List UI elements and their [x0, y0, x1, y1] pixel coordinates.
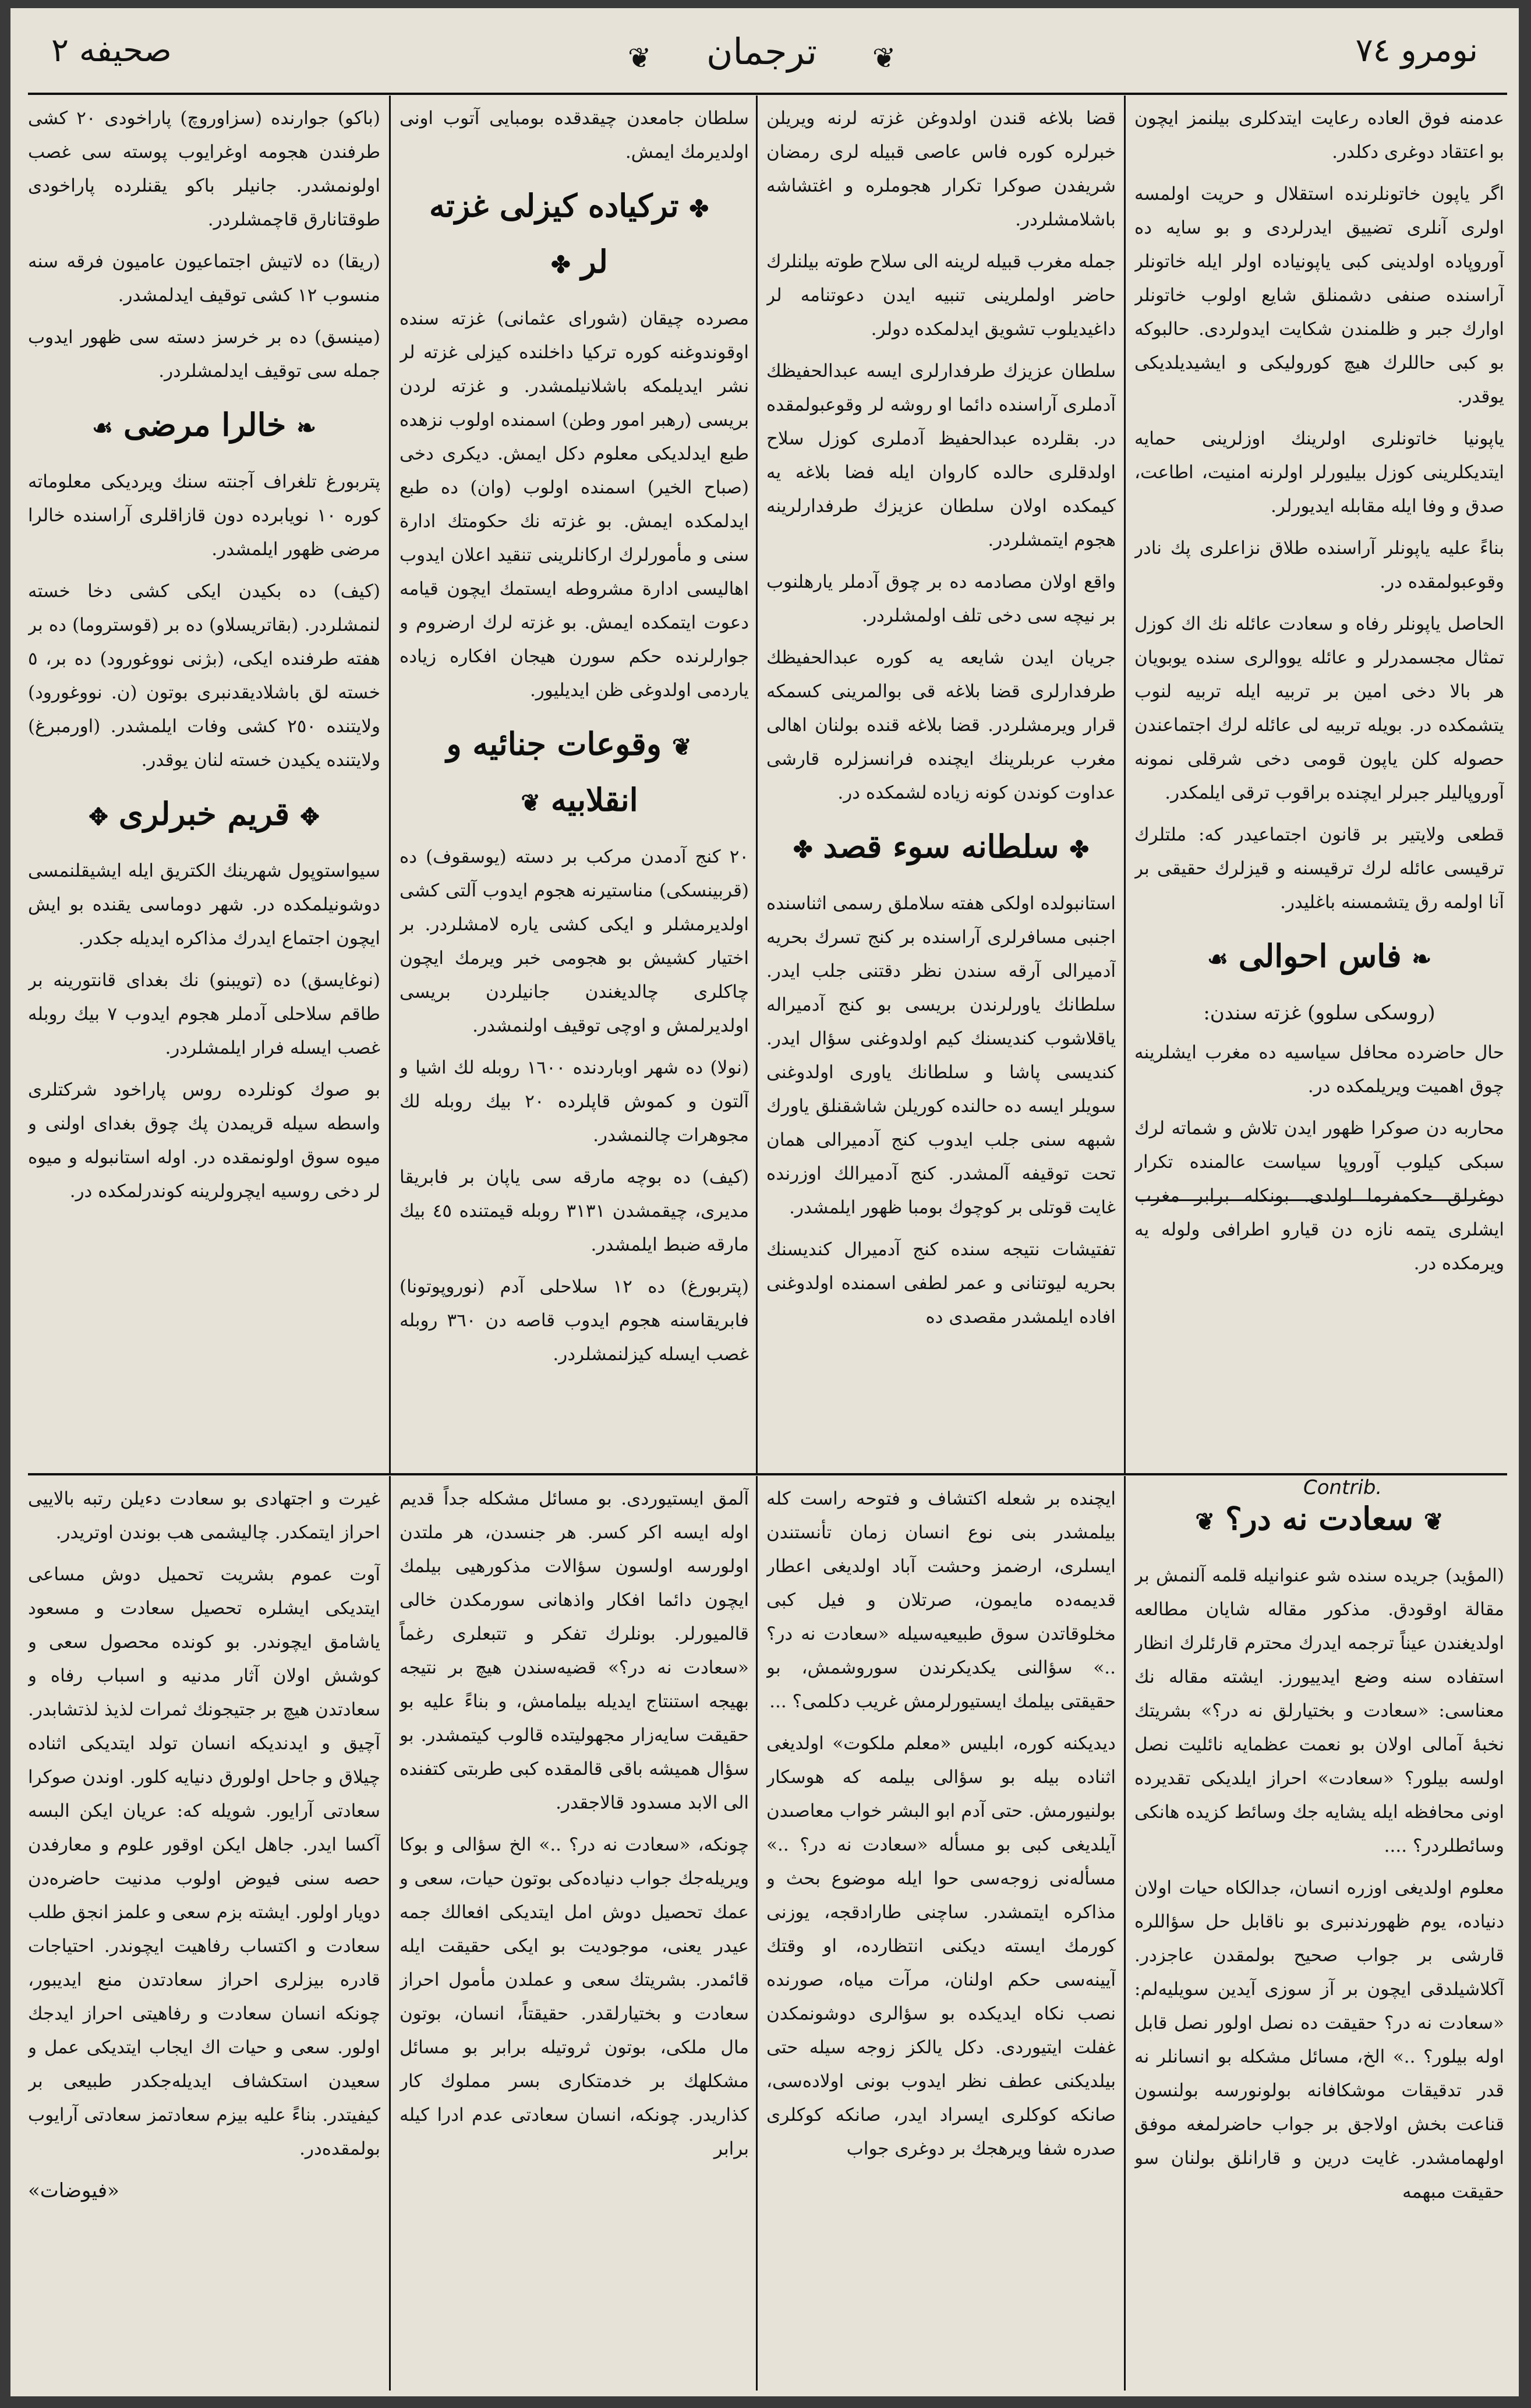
fleuron-icon: ✥	[300, 803, 320, 831]
article-title: خالرا مرضى	[123, 406, 287, 443]
masthead	[10, 8, 1519, 96]
fleuron-icon: ❧	[296, 414, 316, 442]
paragraph: الحاصل ياپونلر رفاه و سعادت عائله نك اك كوزل تمثال مجسمدرلر و عائله يووالرى سنده يوبويان هر بالا دخى امين بر تربيه ايله تربيه لنوب يتشمكده در. بويله تربيه لى عائله لرك اجتماعندن حصوله كلن ياپون قومى دخى شرقلى نمونه آوروپاليلر جبرلر ايچنده براقوب ترقى ايلمكدر.	[1134, 613, 1504, 803]
paragraph: (باكو) جوارنده (سزاوروچ) پاراخودى ٢٠ كشى طرفندن هجومه اوغرايوب پوسته سى غصب اولونمشدر. جانيلر باكو يقنلرده پاراخودى طوقتانارق قاچمشلردر.	[28, 108, 380, 230]
paragraph: ياپونيا خاتونلرى اولرينك اوزلرينى حمايه ايتديكلرينى كوزل بيليورلر اولرنه امنيت، اطاعت، صدق و وفا ايله مقابله ايديورلر.	[1134, 428, 1504, 517]
paragraph: آلمق ايستيوردى. بو مسائل مشكله جداً قديم اوله ايسه اكر كسر. هر جنسدن، هر ملتدن اولورسه اولسون سؤالات مذكورهيى بيلمك ايچون دائما افكار واذهانى سورمكدن خالى قالميورلر. بونلرك تفكر و تتبعلرى رغماً «سعادت نه در؟» قضيه‌سندن هيچ بر نتيجه بهيجه استنتاج ايديله بيلمامش، و بناءً عليه بو حقيقت سايه‌زار مجهوليتده قالوب كيتمشدر. بو سؤال هميشه باقى قالمقده كبى طربتى كتفنده الى الابد مسدود قالاجقدر.	[399, 1488, 749, 1813]
left-ornament-icon: ❦	[628, 42, 652, 75]
fleuron-icon: ❧	[1412, 945, 1432, 973]
fleuron-icon: ✤	[551, 251, 571, 278]
fleuron-icon: ✤	[689, 195, 709, 223]
fleuron-icon: ☙	[1207, 945, 1228, 973]
fleuron-icon: ❦	[521, 789, 540, 817]
fleuron-icon: ✤	[1069, 836, 1089, 863]
paragraph: سلطان عزيزك طرفدارلرى ايسه عبدالحفيظك آدملرى آراسنده دائما او روشه لر وقوعبولمقده در. بقلرده عبدالحفيظ آدملرى كوزل سلاح اولدقلرى حالده كاروان ايله فضا بلاغه يه كيمكده اولان سلطان عزيزك طرفدارلرينه هجوم ايتمشلردر.	[766, 361, 1116, 550]
paragraph: (كيف) ده بكيدن ايكى كشى دخا خسته لنمشلردر. (بقاتريسلاو) ده بر (قوستروما) ده بر هفته طرفنده ايكى، (بژنى نووغورود) ده بر، ٥ خسته لق باشلاديقدنبرى بوتون (ن. نووغورود) ولايتنده ٢٥٠ كشى وفات ايلمشدر. (اورمبرغ) ولايتنده يكيدن خسته لنان يوقدر.	[28, 581, 380, 771]
fleuron-icon: ✥	[89, 803, 108, 831]
article-title: تركياده كيزلى غزته لر	[429, 187, 679, 280]
article-heading	[1134, 930, 1504, 986]
fleuron-icon: ❦	[1195, 1508, 1215, 1535]
column-rule	[389, 96, 391, 1473]
bottom-column-midleft	[399, 1482, 749, 2391]
page-label: صحيفه ٢	[51, 31, 172, 69]
article-title: فاس احوالى	[1238, 937, 1402, 975]
paragraph: سلطان جامعدن چيقدقده بومبايى آتوب اونى اولديرمك ايمش.	[399, 108, 749, 163]
paragraph: (نوغايسق) ده (تويبنو) نك بغداى قانتورينه بر طاقم سلاحلى آدملر هجوم ايدوب ٧ بيك روبله غصب ايسله فرار ايلمشلردر.	[28, 970, 380, 1058]
top-column-left	[28, 101, 380, 1470]
bottom-column-right	[1134, 1482, 1504, 2391]
right-ornament-icon: ❦	[872, 42, 896, 75]
column-rule	[756, 96, 758, 1473]
paragraph: بناءً عليه ياپونلر آراسنده طلاق نزاعلرى پك نادر وقوعبولمقده در.	[1134, 538, 1504, 592]
handwritten-mark: Contrib.	[1303, 1476, 1383, 1499]
paper-name: ترجمان	[706, 30, 818, 73]
column-rule	[1124, 1476, 1126, 2391]
paragraph: واقع اولان مصادمه ده بر چوق آدملر يارهلنوب بر نيچه سى دخى تلف اولمشلردر.	[766, 571, 1116, 626]
paragraph: (پتربورغ) ده ١٢ سلاحلى آدم (نوروپوتونا) فابريقاسنه هجوم ايدوب قاصه دن ٣٦٠ روبله غصب ايسله كيزلنمشلردر.	[399, 1276, 749, 1365]
paragraph: جمله مغرب قبيله لرينه الى سلاح طوته بيلنلرك حاضر اولملرينى تنبيه ايدن دعوتنامه لر داغيديلوب تشويق ايدلمكده دولر.	[766, 251, 1116, 340]
paragraph: قضا بلاغه قندن اولدوغن غزته لرنه ويريلن خبرلره كوره فاس عاصى قبيله لرى رمضان شريفدن صوكرا تكرار هجوملره و اغتشاشه باشلامشلردر.	[766, 108, 1116, 230]
top-column-midright	[766, 101, 1116, 1470]
paragraph: جريان ايدن شايعه يه كوره عبدالحفيظك طرفدارلرى قضا بلاغه قى بوالمرينى كسمكه قرار ويرمشلردر. قضا بلاغه قنده بولنان اهالى مغرب عربلرينك ايچنده فرانسزلره قارشى عداوت كوندن كونه زياده لشمكده در.	[766, 647, 1116, 803]
paragraph: ديديكنه كوره، ابليس «معلم ملكوت» اولديغى اثناده بيله بو سؤالى بيلمه كه هوسكار بولنيورمش. حتى آدم ابو البشر خواب معاصىدن آيلديغى كبى بو مسأله «سعادت نه در؟ ..» مسأله‌نى زوجه‌سى حوا ايله موضوع بحث و مذاكره ايتمشدر. ساچنى طارادقجه، يوزنى كورمك ايسته ديكنى انتظارده، او وقتك آيينه‌سى حكم اولنان، مرآت مياه، صورنده نصب نكاه ايديكده بو سؤالرى دوشونمكدن غفلت ايتيوردى. دكل يالكز زوجه سيله حتى بيلديكنى عطف نظر ايدوب بونى اولاده‌سى، صانكه كوكلرى ايسراد ايدر، صانكه كوكلرى صدره شفا ويرهجك بر دوغرى جواب	[766, 1733, 1116, 2159]
top-column-midleft	[399, 101, 749, 1470]
fleuron-icon: ❦	[1424, 1508, 1444, 1535]
article-title: سعادت نه در؟	[1225, 1500, 1413, 1537]
article-heading	[399, 718, 749, 829]
article-title: قريم خبرلرى	[118, 795, 290, 832]
issue-number: نومرو ٧٤	[1355, 31, 1478, 69]
paragraph: (كيف) ده بوچه مارقه سى ياپان بر فابريقا مديرى، چيقمشدن ٣١٣١ روبله قيمتنده ٤٥ بيك مارقه ضبط ايلمشدر.	[399, 1167, 749, 1255]
paragraph: (نولا) ده شهر اوباردنده ١٦٠٠ روبله لك اشيا و آلتون و كموش قاپلرده ٢٠ بيك روبله لك مجوهرات چالنمشدر.	[399, 1057, 749, 1146]
section-divider-rule	[28, 1473, 1507, 1475]
article-heading	[766, 820, 1116, 876]
paragraph: محاربه دن صوكرا ظهور ايدن تلاش و شماته لرك سبكى كيلوب آوروپا سياست عالمنده تكرار دوغرلق حكمفرما اولدى. بونكله برابر مغرب ايشلرى يتمه نازه دن قيارو اطرافى ولوله يه ويرمكده در.	[1134, 1118, 1504, 1274]
paragraph: (ريقا) ده لاتيش اجتماعيون عاميون فرقه سنه منسوب ١٢ كشى توقيف ايدلمشدر.	[28, 251, 380, 306]
paragraph: حال حاضرده محافل سياسيه ده مغرب ايشلرينه چوق اهميت ويريلمكده در.	[1134, 1042, 1504, 1097]
paragraph: (مينسق) ده بر خرسز دسته سى ظهور ايدوب جمله سى توقيف ايدلمشلردر.	[28, 327, 380, 382]
article-title: سلطانه سوء قصد	[823, 828, 1059, 865]
masthead-rule	[28, 93, 1507, 95]
column-rule	[389, 1476, 391, 2391]
paragraph: تفتيشات نتيجه سنده كنج آدميرال كنديسنك بحريه ليوتنانى و عمر لطفى اسمنده اولدوغنى افاده ايلمشدر مقصدى ده	[766, 1239, 1116, 1327]
paragraph: بو صوك كونلرده روس پاراخود شركتلرى واسطه سيله قريمدن پك چوق بغداى اولنى و ميوه سوق اولونمقده در. اوله استانبوله و ميوه لر دخى روسيه ايچرولرينه كوندرلمكده در.	[28, 1079, 380, 1202]
column-rule	[1124, 96, 1126, 1473]
paragraph: قطعى ولايتير بر قانون اجتماعيدر كه: ملتلرك ترقيسى عائله لرك ترقيسنه و قيزلرك حقيقى بر آنا اولمه رق يتشمسنه باغليدر.	[1134, 824, 1504, 913]
paragraph: معلوم اولديغى اوزره انسان، جدالكاه حيات اولان دنياده، يوم ظهورندنبرى بو ناقابل حل سؤاللره قارشى بر جواب صحيح بولمقدن عاجزدر. آكلاشيلدقى ايچون بر آز سوزى آيدين سويليه‌لم: «سعادت نه در؟ حقيقت ده نصل اولور نصل قابل اوله بيلور؟ ..» الخ، مسائل مشكله بو انسانلر نه قدر تدقيقات موشكافانه بولونورسه بولنسون قناعت بخش اولاجق بر جواب حاضرلمغه موفق اولهمامشدر. غايت درين و قارانلق بولنان سو حقيقت مبهمه	[1134, 1877, 1504, 2202]
paragraph: ٢٠ كنج آدمدن مركب بر دسته (يوسقوف) ده (قربينسكى) مناستيرنه هجوم ايدوب آلتى كشى اولديرمشلر و ايكى كشى ياره لامشلردر. بر اختيار كشيش بو هجومى خبر ويرمك ايچون چاكلرى چالديغندن جانيلردن بريسى اولديرلمش و اوچى توقيف اولنمشدر.	[399, 846, 749, 1036]
column-rule	[756, 1476, 758, 2391]
paragraph: غيرت و اجتهادى بو سعادت دءيلن رتبه بالاييى احراز ايتمكدر. چاليشمى هب بوندن اوتريدر.	[28, 1488, 380, 1543]
paragraph: آوت عموم بشريت تحميل دوش مساعى ايتديكى ايشلره تحصيل سعادت و مسعود ياشامق ايچوندر. بو كونده محصول سعى و كوشش اولان آثار مدنيه و اسباب رفاه و سعادتدن هيچ بر جتيجونك ثمرات لذيذ لذتشابدر. آچيق و ايدنديكه انسان تولد ايتديكى اثناده چيلاق و جاحل اولورق دنيايه كلور. اوندن صوكرا سعادتى آرايور. شويله كه: عريان ايكن البسه آكسا ايدر. جاهل ايكن اوقور علوم و معارفدن حصه سنى فيوض اولوب مدنيت حاضره‌دن دويار اولور. ايشته بزم سعى و علمز انجق طلب سعادت و اكتساب رفاهيت ايچوندر. احتياجات قادره بيزلرى احراز سعادتدن منع ايديبور، چونكه انسان سعادت و رفاهيتى احراز ايدجك اولور. سعى و حيات اك ايجاب ايتديكى عمل و سعيدن استكشاف ايديله‌جكدر طبيعى بر كيفيتدر. بناءً عليه بيزم سعادتمز سعادتى آرايوب بولمقده‌در.	[28, 1564, 380, 2159]
article-title: وقوعات جنائيه و انقلابيه	[446, 725, 662, 818]
paragraph: سيواستوپول شهرينك الكتريق ايله ايشيقلنمسى دوشونيلمكده در. شهر دوماسى يقنده بو ايش ايچون اجتماع ايدرك مذاكره ايديله جكدر.	[28, 860, 380, 949]
paragraph: پتربورغ تلغراف آجنته سنك ويرديكى معلوماته كوره ١٠ نويابرده دون قازاقلرى آراسنده خالرا مرضى ظهور ايلمشدر.	[28, 471, 380, 560]
paragraph: عدمنه فوق العاده رعايت ايتدكلرى بيلنمز ايچون بو اعتقاد دوغرى دكلدر.	[1134, 108, 1504, 163]
article-heading	[28, 398, 380, 454]
fleuron-icon: ❦	[671, 733, 692, 761]
fleuron-icon: ☙	[92, 414, 113, 442]
article-heading	[1134, 1492, 1504, 1548]
bottom-column-left	[28, 1482, 380, 2391]
signature: «فيوضات»	[28, 2179, 119, 2202]
bottom-column-midright	[766, 1482, 1116, 2391]
article-subtitle: (روسكى سلوو) غزته سندن:	[1203, 1001, 1435, 1025]
newspaper-page	[10, 8, 1519, 2396]
article-heading	[399, 179, 749, 291]
paragraph: استانبولده اولكى هفته سلاملق رسمى اثناسنده اجنبى مسافرلرى آراسنده بر كنج تسرك بحريه آدميرالى آرقه سندن نظر دقتنى جلب ايدر. سلطانك ياورلرندن بريسى بو كنج آدميراله ياقلاشوب كنديسنك كيم اولدوغنى سؤال ايدر. كنديسى پاشا و سلطانك ياورى اولدوغنى سويلر ايسه ده حالنده كوريلن شاشقنلق ياورك شبهه سنى جلب ايدوب كنج آدميرالى همان تحت توقيفه آلمشدر. كنج آدميرالك اوزرنده غايت قوتلى بر كوچوك بومبا ظهور ايلمشدر.	[766, 893, 1116, 1218]
paragraph: ايچنده بر شعله اكتشاف و فتوحه راست كله بيلمشدر بنى نوع انسان زمان تأنستندن ايسلرى، ارضمز وحشت آباد اولديغى اعطار قديمه‌ده مايمون، صرتلان و فيل كبى مخلوقاتدن سوق طبيعيه‌سيله «سعادت نه در؟ ..» سؤالنى يكديكرندن سوروشمش، بو حقيقتى بيلمك ايستيورلرمش غريب دكلمى؟ ...	[766, 1488, 1116, 1712]
paragraph: چونكه، «سعادت نه در؟ ..» الخ سؤالى و بوكا ويريله‌جك جواب دنياده‌كى بوتون حيات، سعى و عمك تحصيل دوش امل ايتديكى افعالك جمه عيدر يعنى، موجوديت بو ايكى حقيقت ايله قائمدر. بشريتك سعى و عملدن مأمول احراز سعادت و بختيارلقدر. حقيقتاً، انسان، بوتون مال ملكى، بوتون ثروتيله برابر بو مسائل مشكلهك بر خدمتكارى بسر مملوك كار كذاريدر. چونكه، انسان سعادتى عدم ادرا كيله برابر	[399, 1834, 749, 2159]
article-heading	[28, 788, 380, 843]
paragraph: (المؤيد) جريده سنده شو عنوانيله قلمه آلنمش بر مقالة اوقودق. مذكور مقاله شايان مطالعه اولديغندن عيناً ترجمه ايدرك محترم قارئلرك انظار استفاده سنه وضع ايدييورز. ايشته مقاله نك معناسى: «سعادت و بختيارلق نه در؟» بشريتك نخبهٔ آمالى اولان بو نعمت عظمايه نائليت نصل اولسه بيلور؟ «سعادت» احراز ايلديكى تقديرده اونى محافظه ايله يشايه جك وسائط كزيده هانكى وسائطلردر؟ ....	[1134, 1565, 1504, 1856]
top-column-right	[1134, 101, 1504, 1470]
fleuron-icon: ✤	[793, 836, 813, 863]
paragraph: مصرده چيقان (شوراى عثمانى) غزته سنده اوقوندوغنه كوره تركيا داخلنده كيزلى غزته لر نشر ايديلمكه باشلانيلمشدر. و غزته لردن بريسى (رهبر امور وطن) اسمنده اولوب نزهده طبع ايدلديكى معلوم دكل ايمش. ديكرى دخى (صباح الخير) اسمنده اولوب (وان) ده طبع ايدلمكده ايمش. بو غزته نك حكومتك ادارة سنى و مأمورلرك اركانلرينى تنقيد اعلان ايدوب اهاليسى ادارة مشروطه ايستمك ايچون قيامه دعوت ايتمكده ايمش. بو غزته لرك ارضروم و جوارلرنده حكم سورن هيجان افكاره زياده ياردمى اولدوغى ظن ايديليور.	[399, 308, 749, 701]
paragraph: اگر ياپون خاتونلرنده استقلال و حريت اولمسه اولرى آنلرى تضييق ايدرلردى و بو سايه ده آوروپاده اولدينى كبى ياپونياده اولر ايله خاتونلر آراسنده صنفى دشمنلق شايع اولوب خاتونلر اوارك جبر و ظلمندن شكايت ايدولردى. حالبوكه بو كبى حاللرك هيچ كوروليكى و ايشيديلديكى يوقدر.	[1134, 183, 1504, 407]
